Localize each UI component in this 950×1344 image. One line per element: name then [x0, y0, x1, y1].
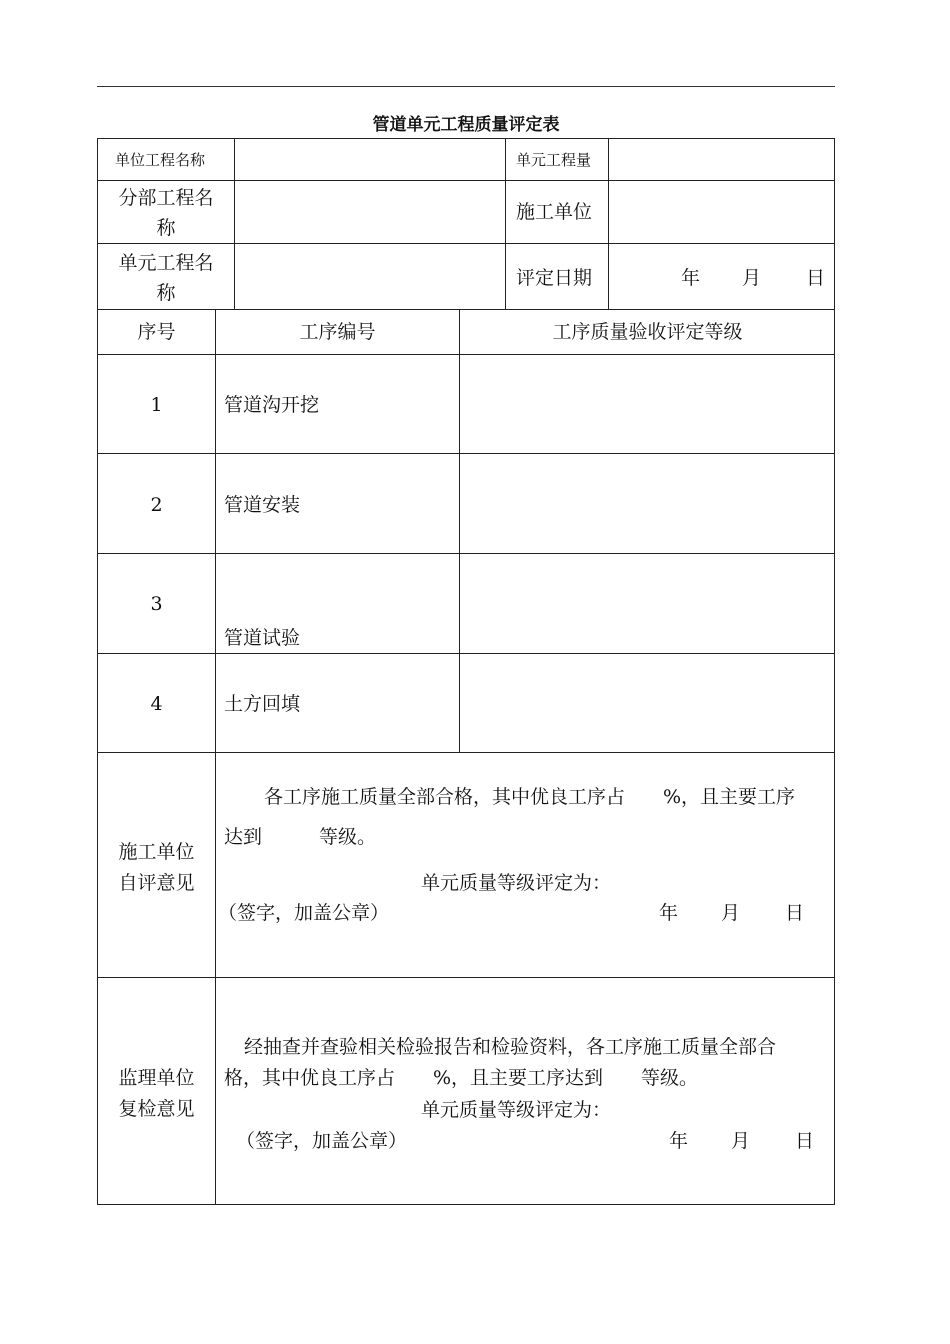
row-1-grade-field[interactable] — [461, 356, 834, 452]
self-eval-day: 日 — [785, 902, 805, 924]
element-project-name-label-line2: 称 — [156, 282, 176, 304]
sub-project-name-field[interactable] — [236, 182, 504, 242]
unit-project-name-field[interactable] — [236, 140, 504, 179]
row-2-grade-field[interactable] — [461, 455, 834, 552]
row-2-process: 管道安装 — [224, 494, 301, 516]
supervision-year: 年 — [669, 1130, 689, 1152]
evaluation-date-label: 评定日期 — [516, 267, 593, 289]
supervision-day: 日 — [795, 1130, 815, 1152]
row-divider-4 — [97, 752, 835, 753]
process-header-divider — [97, 354, 835, 355]
self-eval-month: 月 — [721, 902, 741, 924]
column-header-seq: 序号 — [137, 321, 176, 343]
self-eval-label-line2: 自评意见 — [118, 872, 195, 894]
unit-project-name-label: 单位工程名称 — [115, 151, 206, 169]
row-divider-3 — [97, 653, 835, 654]
column-header-grade: 工序质量验收评定等级 — [552, 321, 743, 343]
grade-col-divider — [459, 309, 460, 752]
column-header-process-no: 工序编号 — [299, 321, 376, 343]
self-eval-text-line2: 达到 等级。 — [224, 826, 377, 848]
element-project-name-label-line1: 单元工程名 — [118, 252, 214, 274]
evaluation-date-day: 日 — [806, 267, 826, 289]
header-col-divider-3 — [608, 138, 609, 310]
unit-quantity-label: 单元工程量 — [516, 151, 592, 169]
construction-unit-label: 施工单位 — [516, 201, 593, 223]
self-eval-label-line1: 施工单位 — [118, 841, 195, 863]
sub-project-name-label-line1: 分部工程名 — [118, 187, 214, 209]
row-divider-2 — [97, 553, 835, 554]
row-3-process: 管道试验 — [224, 627, 301, 649]
header-col-divider-2 — [505, 138, 506, 310]
form-title: 管道单元工程质量评定表 — [372, 115, 560, 135]
evaluation-date-month: 月 — [742, 267, 762, 289]
row-4-process: 土方回填 — [224, 693, 301, 715]
page-top-rule — [97, 86, 835, 87]
row-4-grade-field[interactable] — [461, 655, 834, 751]
row-divider-1 — [97, 453, 835, 454]
seq-col-divider — [215, 309, 216, 1205]
self-eval-grade-line: 单元质量等级评定为： — [421, 872, 612, 894]
supervision-text-line2: 格，其中优良工序占 %，且主要工序达到 等级。 — [224, 1067, 699, 1089]
element-project-name-field[interactable] — [236, 245, 504, 309]
row-1-seq: 1 — [150, 394, 163, 416]
supervision-label-line2: 复检意见 — [118, 1098, 195, 1120]
self-eval-text-line1: 各工序施工质量全部合格，其中优良工序占 %，且主要工序 — [264, 786, 796, 808]
row-2-seq: 2 — [150, 494, 163, 516]
row-3-seq: 3 — [150, 593, 163, 615]
sub-project-name-label-line2: 称 — [156, 217, 176, 239]
evaluation-date-year: 年 — [681, 267, 701, 289]
header-col-divider-1 — [234, 138, 235, 310]
row-4-seq: 4 — [150, 693, 163, 715]
row-3-grade-field[interactable] — [461, 555, 834, 652]
supervision-signature: （签字，加盖公章） — [236, 1130, 408, 1152]
unit-quantity-field[interactable] — [610, 140, 834, 179]
self-eval-year: 年 — [659, 902, 679, 924]
opinion-divider — [97, 977, 835, 978]
self-eval-signature: （签字，加盖公章） — [218, 902, 390, 924]
construction-unit-field[interactable] — [610, 182, 834, 242]
supervision-text-line1: 经抽查并查验相关检验报告和检验资料，各工序施工质量全部合 — [244, 1036, 777, 1058]
row-1-process: 管道沟开挖 — [224, 394, 320, 416]
supervision-grade-line: 单元质量等级评定为： — [421, 1099, 612, 1121]
header-row-divider-1 — [97, 180, 835, 181]
supervision-month: 月 — [731, 1130, 751, 1152]
supervision-label-line1: 监理单位 — [118, 1067, 195, 1089]
